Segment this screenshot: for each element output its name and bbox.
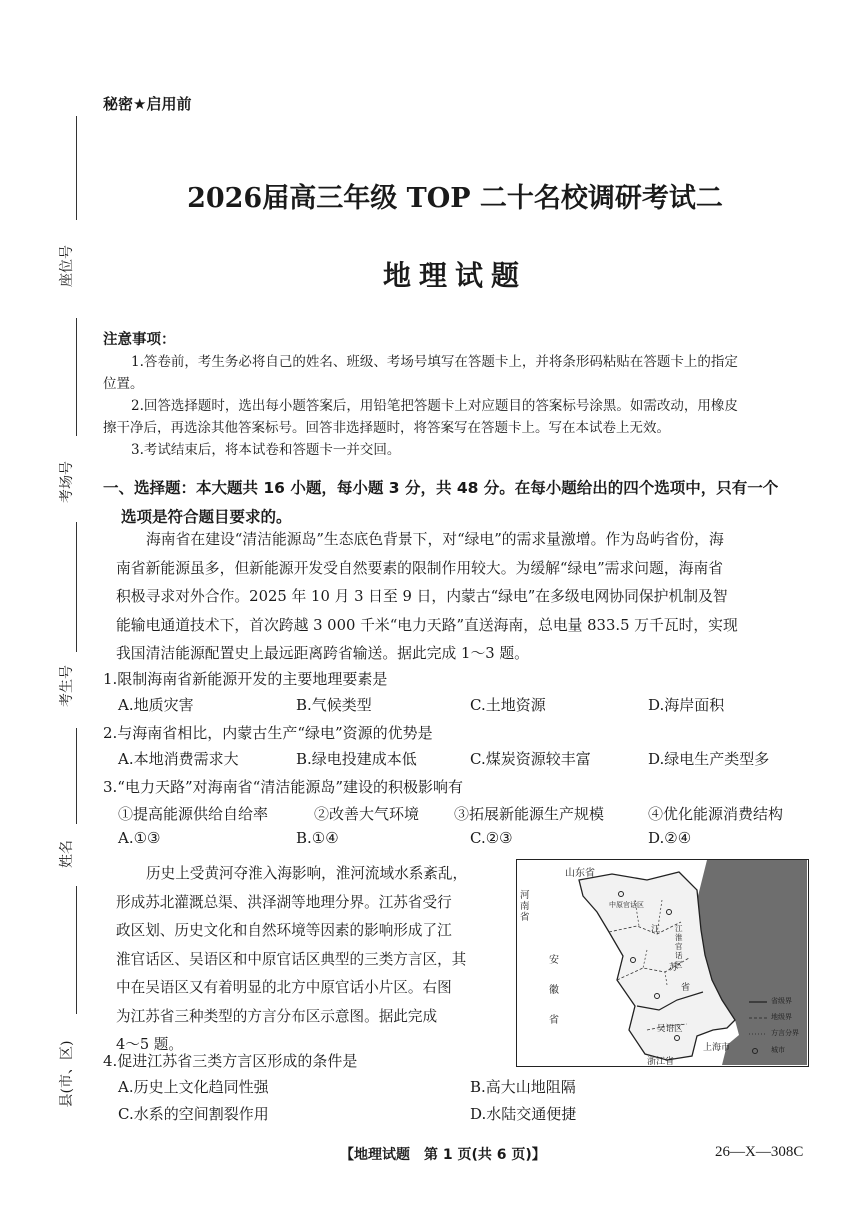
q4-option-d: D.水陆交通便捷: [470, 1105, 577, 1123]
notice-heading: 注意事项：: [103, 332, 176, 348]
q2-option-b: B.绿电投建成本低: [296, 750, 417, 768]
question-4-options-row2: [118, 1103, 818, 1127]
q3-statement-4: ④优化能源消费结构: [648, 805, 784, 823]
q3-option-a: A.①③: [118, 829, 161, 847]
passage-2-line: 为江苏省三种类型的方言分布区示意图。据此完成: [116, 1007, 438, 1025]
notice-block: [103, 329, 811, 461]
map-label-jiang: 江: [651, 925, 661, 935]
q2-option-c: C.煤炭资源较丰富: [470, 750, 591, 768]
passage-2: [116, 860, 512, 1060]
exam-title: 2026届高三年级 TOP 二十名校调研考试二: [187, 183, 723, 214]
q2-option-a: A.本地消费需求大: [118, 750, 239, 768]
exam-no-label: 考生号: [59, 665, 75, 707]
map-label-jianghuai: 江淮官话区: [675, 924, 683, 969]
room-label: 考场号: [59, 461, 75, 503]
map-label-shanghai: 上海市: [703, 1043, 731, 1053]
name-line: [76, 728, 77, 824]
q3-option-c: C.②③: [470, 829, 513, 847]
subject-title: 地理试题: [382, 259, 527, 292]
notice-item-1-cont: 位置。: [103, 376, 144, 392]
passage-1-line: 我国清洁能源配置史上最远距离跨省输送。据此完成 1～3 题。: [116, 645, 529, 662]
notice-item-2-cont: 擦干净后，再选涂其他答案标号。回答非选择题时，将答案写在答题卡上。写在本试卷上无效。: [103, 420, 670, 436]
map-label-zhejiang: 浙江省: [647, 1057, 675, 1067]
question-2-stem: 2.与海南省相比，内蒙古生产“绿电”资源的优势是: [103, 724, 433, 742]
notice-item-1: 1.答卷前，考生务必将自己的姓名、班级、考场号填写在答题卡上，并将条形码粘贴在答题卡上的指定: [131, 354, 738, 370]
q3-statement-2: ②改善大气环境: [314, 805, 420, 823]
county-label: 县(市、区): [59, 1040, 75, 1108]
legend-provincial-boundary: 省级界: [771, 997, 792, 1005]
passage-1-line: 能输电通道技术下，首次跨越 3 000 千米“电力天路”直送海南，总电量 833.5 万千瓦时，实现: [116, 616, 738, 634]
passage-1-line: 海南省在建设“清洁能源岛”生态底色背景下，对“绿电”的需求量激增。作为岛屿省份，海: [146, 531, 724, 548]
map-label-wuyu: 吴语区: [657, 1024, 683, 1034]
map-label-sheng: 省: [681, 983, 691, 993]
passage-2-line: 中在吴语区又有着明显的北方中原官话小片区。右图: [116, 979, 452, 996]
footer-page-info: 【地理试题 第 1 页(共 6 页)】: [340, 1147, 546, 1163]
section-heading-line1: 一、选择题：本大题共 16 小题，每小题 3 分，共 48 分。在每小题给出的四个选项中，只有一个: [103, 479, 779, 497]
question-4-stem: 4.促进江苏省三类方言区形成的条件是: [103, 1052, 358, 1070]
q3-statement-1: ①提高能源供给自给率: [118, 805, 269, 823]
map-label-shandong: 山东省: [565, 868, 595, 879]
notice-item-2: 2.回答选择题时，选出每小题答案后，用铅笔把答题卡上对应题目的答案标号涂黑。如需改动，用橡皮: [131, 398, 738, 414]
exam-no-line: [76, 522, 77, 652]
binding-margin: [0, 0, 90, 1226]
map-label-zhongyuan: 中原官话区: [609, 901, 644, 909]
notice-item-3: 3.考试结束后，将本试卷和答题卡一并交回。: [131, 442, 401, 458]
legend-dialect-boundary: 方言分界: [771, 1029, 799, 1037]
passage-1-line: 积极寻求对外合作。2025 年 10 月 3 日至 9 日，内蒙古“绿电”在多级电网协同保护机制及智: [116, 588, 728, 605]
q4-option-b: B.高大山地阻隔: [470, 1078, 576, 1096]
passage-2-line: 形成苏北灌溉总渠、洪泽湖等地理分界。江苏省受行: [116, 893, 452, 911]
jiangsu-dialect-map: [516, 859, 809, 1067]
q1-option-b: B.气候类型: [296, 696, 372, 714]
passage-2-line: 4～5 题。: [116, 1036, 183, 1053]
footer-exam-code: 26—X—308C: [715, 1144, 804, 1160]
secret-label: 秘密★启用前: [103, 95, 192, 113]
question-1-options: [118, 694, 818, 718]
county-line: [76, 886, 77, 1014]
q2-option-d: D.绿电生产类型多: [648, 750, 770, 768]
passage-2-line: 淮官话区、吴语区和中原官话区典型的三类方言区，其: [116, 950, 467, 968]
section-heading-line2: 选项是符合题目要求的。: [121, 508, 292, 526]
q1-option-a: A.地质灾害: [118, 696, 194, 714]
question-2-options: [118, 748, 818, 772]
q4-option-c: C.水系的空间割裂作用: [118, 1105, 269, 1123]
q3-option-b: B.①④: [296, 829, 339, 847]
q1-option-c: C.土地资源: [470, 696, 546, 714]
q3-statement-3: ③拓展新能源生产规模: [454, 805, 605, 823]
question-3-statements: [118, 803, 818, 827]
name-label: 姓名: [59, 840, 75, 868]
legend-city: 城市: [771, 1046, 785, 1054]
map-label-henan: 河南省: [520, 890, 530, 923]
map-label-su: 苏: [669, 963, 679, 973]
legend-prefecture-boundary: 地级界: [771, 1013, 792, 1021]
q1-option-d: D.海岸面积: [648, 696, 725, 714]
seat-label: 座位号: [59, 245, 75, 287]
passage-2-line: 政区划、历史文化和自然环境等因素的影响形成了江: [116, 922, 452, 939]
seat-line: [76, 116, 77, 220]
q4-option-a: A.历史上文化趋同性强: [118, 1078, 269, 1096]
passage-1: [116, 526, 812, 669]
question-1-stem: 1.限制海南省新能源开发的主要地理要素是: [103, 670, 388, 688]
map-label-anhui: 安徽省: [549, 955, 559, 1026]
question-4-options-row1: [118, 1076, 818, 1100]
room-line: [76, 318, 77, 436]
passage-1-line: 南省新能源虽多，但新能源开发受自然要素的限制作用较大。为缓解“绿电”需求问题，海南省: [116, 559, 724, 577]
question-3-options: [118, 829, 818, 853]
section-heading: [103, 474, 815, 532]
q3-option-d: D.②④: [648, 829, 692, 847]
question-3-stem: 3.“电力天路”对海南省“清洁能源岛”建设的积极影响有: [103, 778, 463, 796]
passage-2-line: 历史上受黄河夺淮入海影响，淮河流域水系紊乱，: [146, 865, 468, 882]
map-svg: [517, 860, 807, 1065]
